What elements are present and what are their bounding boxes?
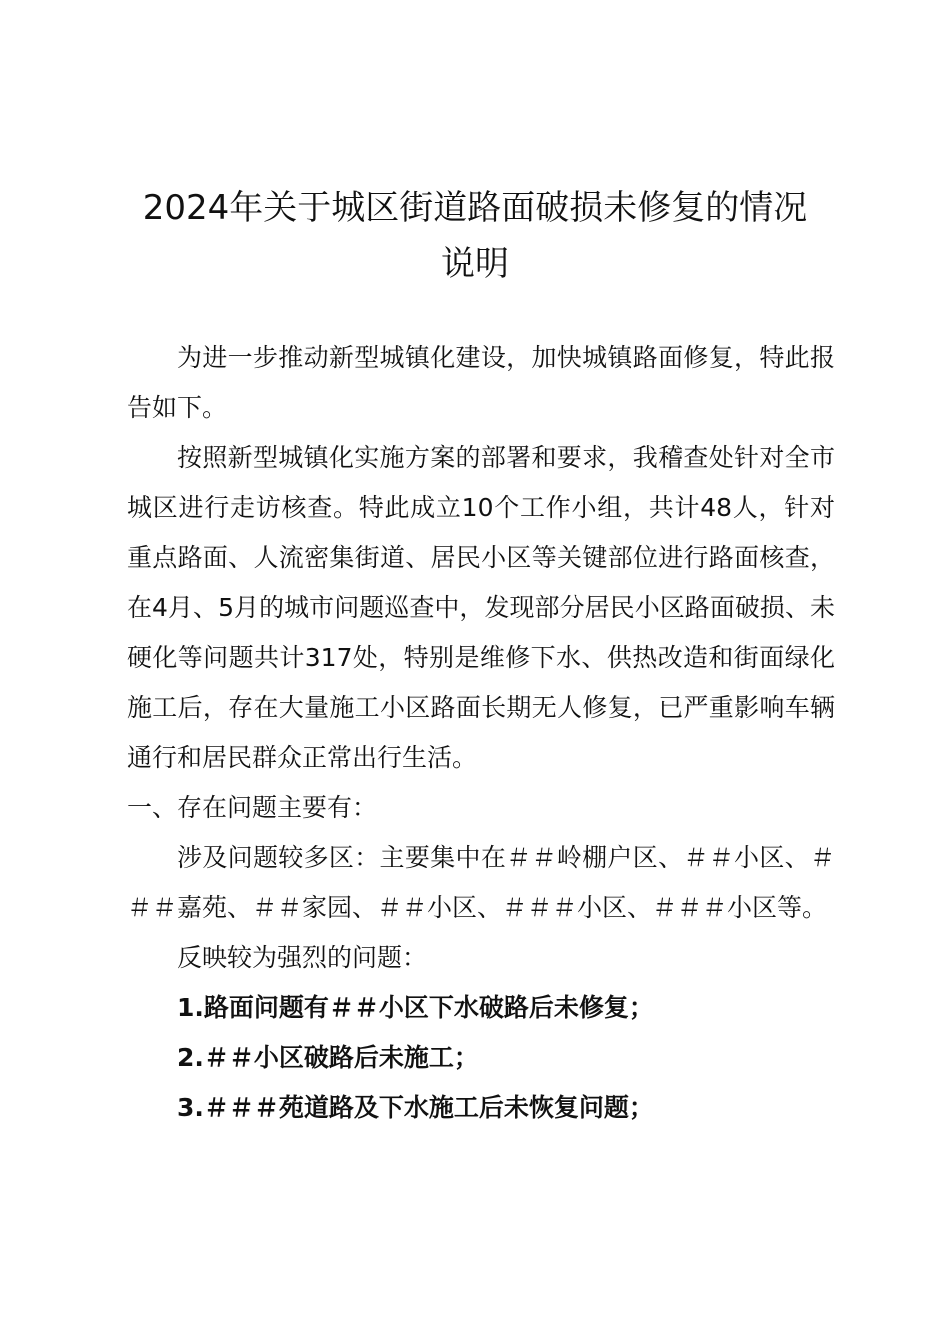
- background-paragraph: 按照新型城镇化实施方案的部署和要求，我稽查处针对全市城区进行走访核查。特此成立10个工作小组，共计48人，针对重点路面、人流密集街道、居民小区等关键部位进行路面核查，在4月、5月的城市问题巡查中，发现部分居民小区路面破损、未硬化等问题共计317处，特别是维修下水、供热改造和街面绿化施工后，存在大量施工小区路面长期无人修复，已严重影响车辆通行和居民群众正常出行生活。: [127, 443, 835, 772]
- section-heading: 一、存在问题主要有：: [127, 793, 378, 822]
- issue-item-1: 1.路面问题有＃＃小区下水破路后未修复；: [177, 993, 654, 1022]
- issue-item-3: 3.＃＃＃苑道路及下水施工后未恢复问题；: [177, 1093, 654, 1122]
- document-body: [127, 333, 835, 1133]
- intro-paragraph: 为进一步推动新型城镇化建设，加快城镇路面修复，特此报告如下。: [127, 343, 835, 422]
- areas-paragraph: 涉及问题较多区：主要集中在＃＃岭棚户区、＃＃小区、＃＃＃嘉苑、＃＃家园、＃＃小区、＃＃＃小区、＃＃＃小区等。: [127, 843, 835, 922]
- title-line-2: 说明: [441, 244, 509, 284]
- title-line-1: 2024年关于城区街道路面破损未修复的情况: [142, 188, 808, 228]
- issues-heading: 反映较为强烈的问题：: [177, 943, 428, 972]
- issue-item-2: 2.＃＃小区破路后未施工；: [177, 1043, 479, 1072]
- document-title: [120, 180, 830, 292]
